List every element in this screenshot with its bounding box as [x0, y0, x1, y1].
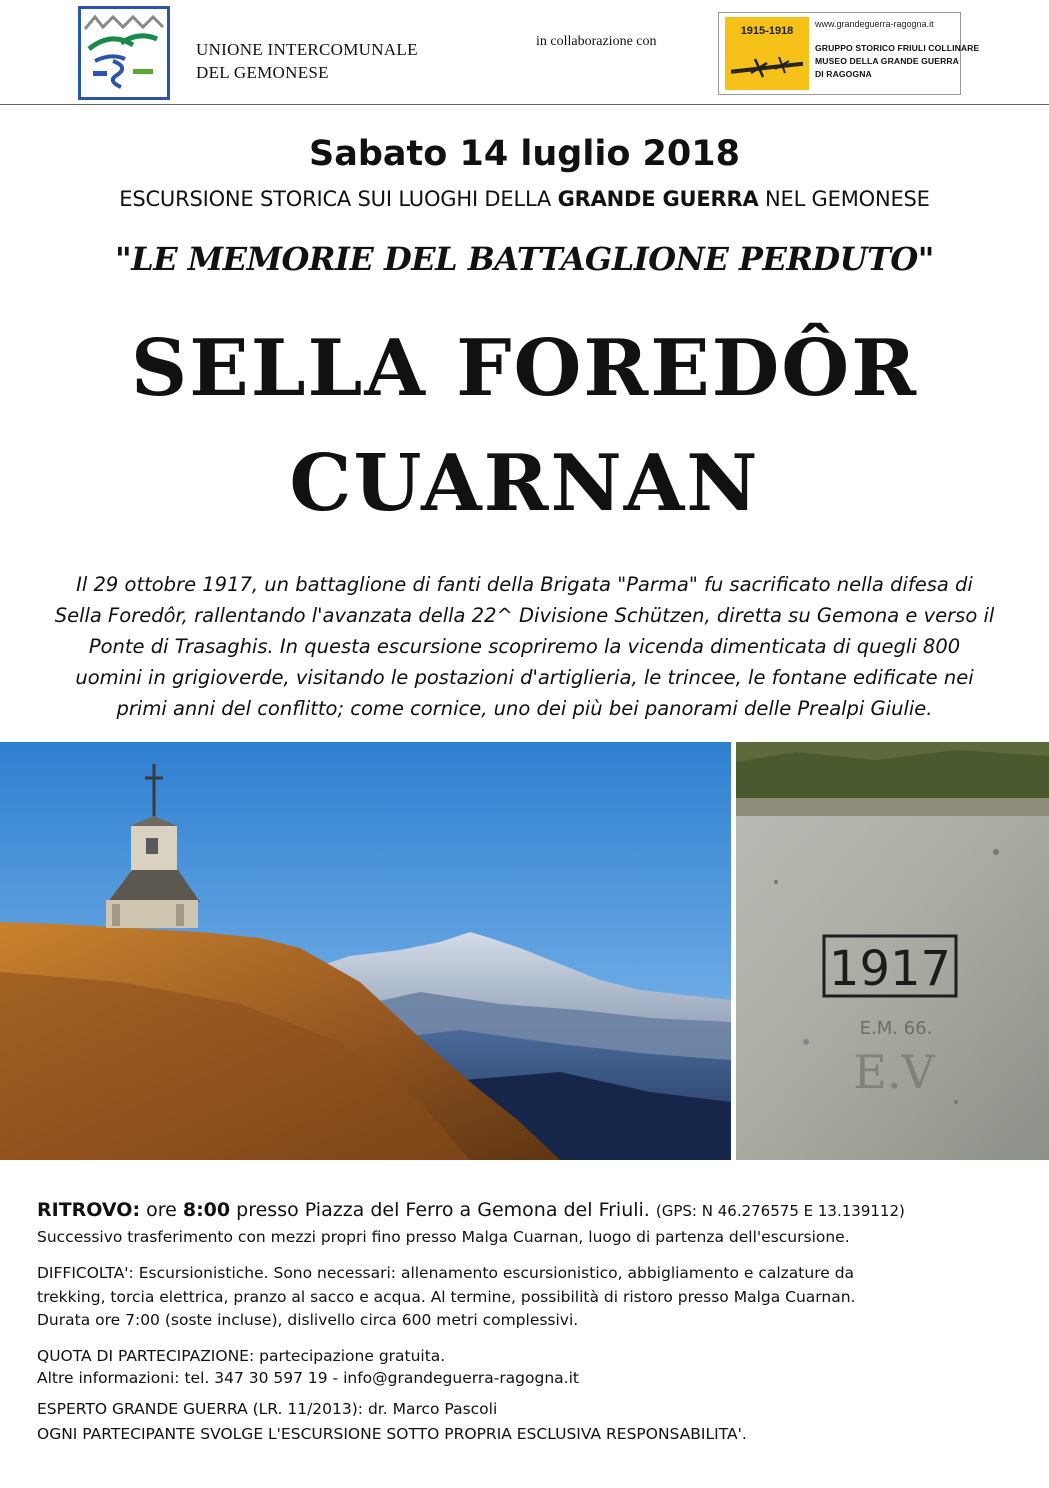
gps-coordinates: (GPS: N 46.276575 E 13.139112)	[655, 1202, 905, 1220]
collaboration-label: in collaborazione con	[536, 34, 657, 49]
contact-info: Altre informazioni: tel. 347 30 597 19 - info@grandeguerra-ragogna.it	[37, 1369, 579, 1387]
intro-line: Ponte di Trasaghis. In questa escursione scopriremo la vicenda dimenticata di quegli 800	[88, 635, 961, 658]
ritrovo-pre: ore	[140, 1199, 183, 1221]
intro-line: Sella Foredôr, rallentando l'avanzata della 22^ Divisione Schützen, diretta su Gemona e verso il	[54, 604, 995, 627]
difficulty-line-2: trekking, torcia elettrica, pranzo al sacco e acqua. Al termine, possibilità di ristoro presso Malga Cuarnan.	[37, 1288, 856, 1306]
event-date: Sabato 14 luglio 2018	[309, 134, 740, 174]
main-title-line-2: CUARNAN	[289, 438, 760, 529]
subtitle-post: NEL GEMONESE	[758, 187, 930, 211]
expert-info: ESPERTO GRANDE GUERRA (LR. 11/2013): dr. Marco Pascoli	[37, 1400, 498, 1418]
difficulty-line-3: Durata ore 7:00 (soste incluse), dislivello circa 600 metri complessivi.	[37, 1311, 579, 1329]
stone-initials-text: E.M. 66.	[859, 1018, 933, 1039]
subtitle-pre: ESCURSIONE STORICA SUI LUOGHI DELLA	[119, 187, 558, 211]
meeting-point	[37, 1199, 905, 1222]
uti-gemonese-logo	[78, 6, 170, 100]
partner-line-3: DI RAGOGNA	[815, 69, 872, 79]
quote-title: "LE MEMORIE DEL BATTAGLIONE PERDUTO"	[115, 240, 934, 278]
barbed-wire-icon	[729, 45, 805, 85]
organization-name	[196, 38, 418, 84]
transfer-info: Successivo trasferimento con mezzi propri fino presso Malga Cuarnan, luogo di partenza dell'escursione.	[37, 1228, 850, 1246]
main-title-line-1: SELLA FOREDÔR	[130, 323, 919, 414]
partner-line-1: GRUPPO STORICO FRIULI COLLINARE	[815, 43, 980, 53]
partner-badge	[725, 17, 809, 90]
intro-line: Il 29 ottobre 1917, un battaglione di fanti della Brigata "Parma" fu sacrificato nella difesa di	[76, 573, 973, 596]
ritrovo-label: RITROVO:	[37, 1199, 141, 1221]
org-line-2: DEL GEMONESE	[196, 63, 329, 82]
event-subtitle	[0, 187, 1049, 211]
partner-website: www.grandeguerra-ragogna.it	[815, 19, 934, 29]
partner-years: 1915-1918	[740, 25, 794, 37]
mountains-river-icon	[81, 9, 167, 97]
intro-paragraph	[40, 569, 1009, 724]
partner-line-2: MUSEO DELLA GRANDE GUERRA	[815, 56, 959, 66]
ritrovo-place: presso Piazza del Ferro a Gemona del Friuli.	[230, 1199, 650, 1221]
partner-logo	[718, 12, 980, 95]
intro-line: uomini in grigioverde, visitando le postazioni d'artiglieria, le trincee, le fontane edificate nei	[75, 666, 974, 689]
header-divider	[0, 104, 1049, 105]
stone-1917-photo	[736, 742, 1049, 1160]
stone-year-text: 1917	[828, 941, 952, 997]
responsibility-notice: OGNI PARTECIPANTE SVOLGE L'ESCURSIONE SOTTO PROPRIA ESCLUSIVA RESPONSABILITA'.	[37, 1425, 747, 1443]
chapel-landscape-photo	[0, 742, 731, 1160]
participation-fee: QUOTA DI PARTECIPAZIONE: partecipazione gratuita.	[37, 1347, 446, 1365]
stone-carving-text: E.V	[853, 1045, 935, 1099]
org-line-1: UNIONE INTERCOMUNALE	[196, 40, 418, 59]
subtitle-bold: GRANDE GUERRA	[557, 187, 759, 211]
intro-line: primi anni del conflitto; come cornice, uno dei più bei panorami delle Prealpi Giulie.	[116, 697, 933, 720]
difficulty-line-1: DIFFICOLTA': Escursionistiche. Sono necessari: allenamento escursionistico, abbigliamento e calzature da	[37, 1264, 855, 1282]
ritrovo-time: 8:00	[182, 1199, 231, 1221]
